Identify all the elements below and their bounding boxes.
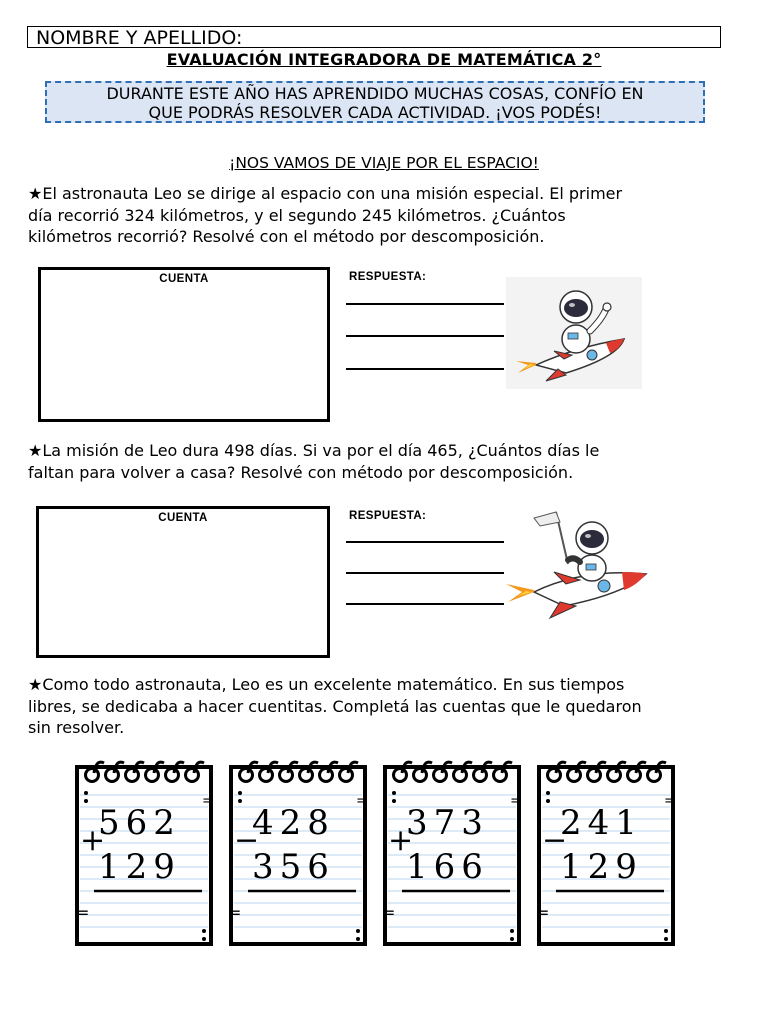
astronaut-on-rocket-with-flag-icon bbox=[504, 506, 650, 626]
motivation-line-1: DURANTE ESTE AÑO HAS APRENDIDO MUCHAS COSAS, CONFÍO EN bbox=[106, 84, 644, 103]
svg-text:=: = bbox=[510, 793, 522, 809]
cuenta-box-2[interactable] bbox=[36, 506, 330, 658]
exercise-2-line-2: faltan para volver a casa? Resolvé con método por descomposición. bbox=[28, 462, 574, 482]
answer-line[interactable] bbox=[346, 303, 504, 305]
respuesta-label-1: RESPUESTA: bbox=[349, 271, 427, 283]
spiral-notepad-icon[interactable] bbox=[228, 753, 368, 947]
operand-bottom: 129 bbox=[560, 847, 643, 887]
exercise-3-line-2: libres, se dedicaba a hacer cuentitas. Completá las cuentas que le quedaron bbox=[28, 696, 642, 716]
respuesta-label-2: RESPUESTA: bbox=[349, 510, 427, 522]
cuenta-box-1[interactable] bbox=[38, 267, 330, 422]
operation-sign: + bbox=[80, 823, 112, 858]
spiral-notepad-icon[interactable] bbox=[74, 753, 214, 947]
svg-text:=: = bbox=[202, 793, 214, 809]
motivation-box bbox=[45, 81, 705, 123]
exercise-1-text bbox=[28, 183, 740, 248]
page-title: EVALUACIÓN INTEGRADORA DE MATEMÁTICA 2° bbox=[166, 50, 602, 69]
exercise-3-line-3: sin resolver. bbox=[28, 718, 125, 737]
operand-bottom: 166 bbox=[406, 847, 489, 887]
svg-text:=: = bbox=[664, 793, 676, 809]
svg-text:=: = bbox=[382, 903, 396, 922]
astronaut-on-rocket-waving-icon bbox=[506, 277, 642, 389]
name-label: NOMBRE Y APELLIDO: bbox=[36, 27, 243, 49]
exercise-3-line-1: ★Como todo astronauta, Leo es un excelente matemático. En sus tiempos bbox=[28, 675, 625, 694]
operation-sign: − bbox=[234, 823, 266, 858]
operand-top: 373 bbox=[406, 803, 489, 843]
answer-line[interactable] bbox=[346, 335, 504, 337]
svg-text:=: = bbox=[536, 903, 550, 922]
exercise-1-line-3: kilómetros recorrió? Resolvé con el método por descomposición. bbox=[28, 227, 545, 246]
operand-top: 428 bbox=[252, 803, 335, 843]
answer-line[interactable] bbox=[346, 572, 504, 574]
exercise-2-line-1: ★La misión de Leo dura 498 días. Si va por el día 465, ¿Cuántos días le bbox=[28, 441, 600, 460]
spiral-notepad-icon[interactable] bbox=[382, 753, 522, 947]
cuenta-label-1: CUENTA bbox=[159, 273, 209, 285]
answer-line[interactable] bbox=[346, 368, 504, 370]
exercise-1-line-1: ★El astronauta Leo se dirige al espacio con una misión especial. El primer bbox=[28, 184, 623, 203]
motivation-line-2: QUE PODRÁS RESOLVER CADA ACTIVIDAD. ¡VOS PODÉS! bbox=[148, 103, 602, 122]
svg-text:=: = bbox=[76, 903, 90, 922]
operand-bottom: 129 bbox=[98, 847, 181, 887]
exercise-1-line-2: día recorrió 324 kilómetros, y el segundo 245 kilómetros. ¿Cuántos bbox=[28, 205, 566, 225]
operand-top: 241 bbox=[560, 803, 643, 843]
operand-bottom: 356 bbox=[252, 847, 335, 887]
answer-line[interactable] bbox=[346, 603, 504, 605]
operation-sign: + bbox=[388, 823, 420, 858]
name-field[interactable] bbox=[27, 26, 721, 48]
exercise-3-text bbox=[28, 674, 740, 739]
operation-sign: − bbox=[542, 823, 574, 858]
exercise-2-text bbox=[28, 440, 740, 483]
svg-text:=: = bbox=[228, 903, 242, 922]
operand-top: 562 bbox=[98, 803, 181, 843]
spiral-notepad-icon[interactable] bbox=[536, 753, 676, 947]
cuenta-label-2: CUENTA bbox=[158, 512, 208, 524]
svg-text:=: = bbox=[356, 793, 368, 809]
answer-line[interactable] bbox=[346, 541, 504, 543]
subtitle: ¡NOS VAMOS DE VIAJE POR EL ESPACIO! bbox=[229, 154, 539, 172]
